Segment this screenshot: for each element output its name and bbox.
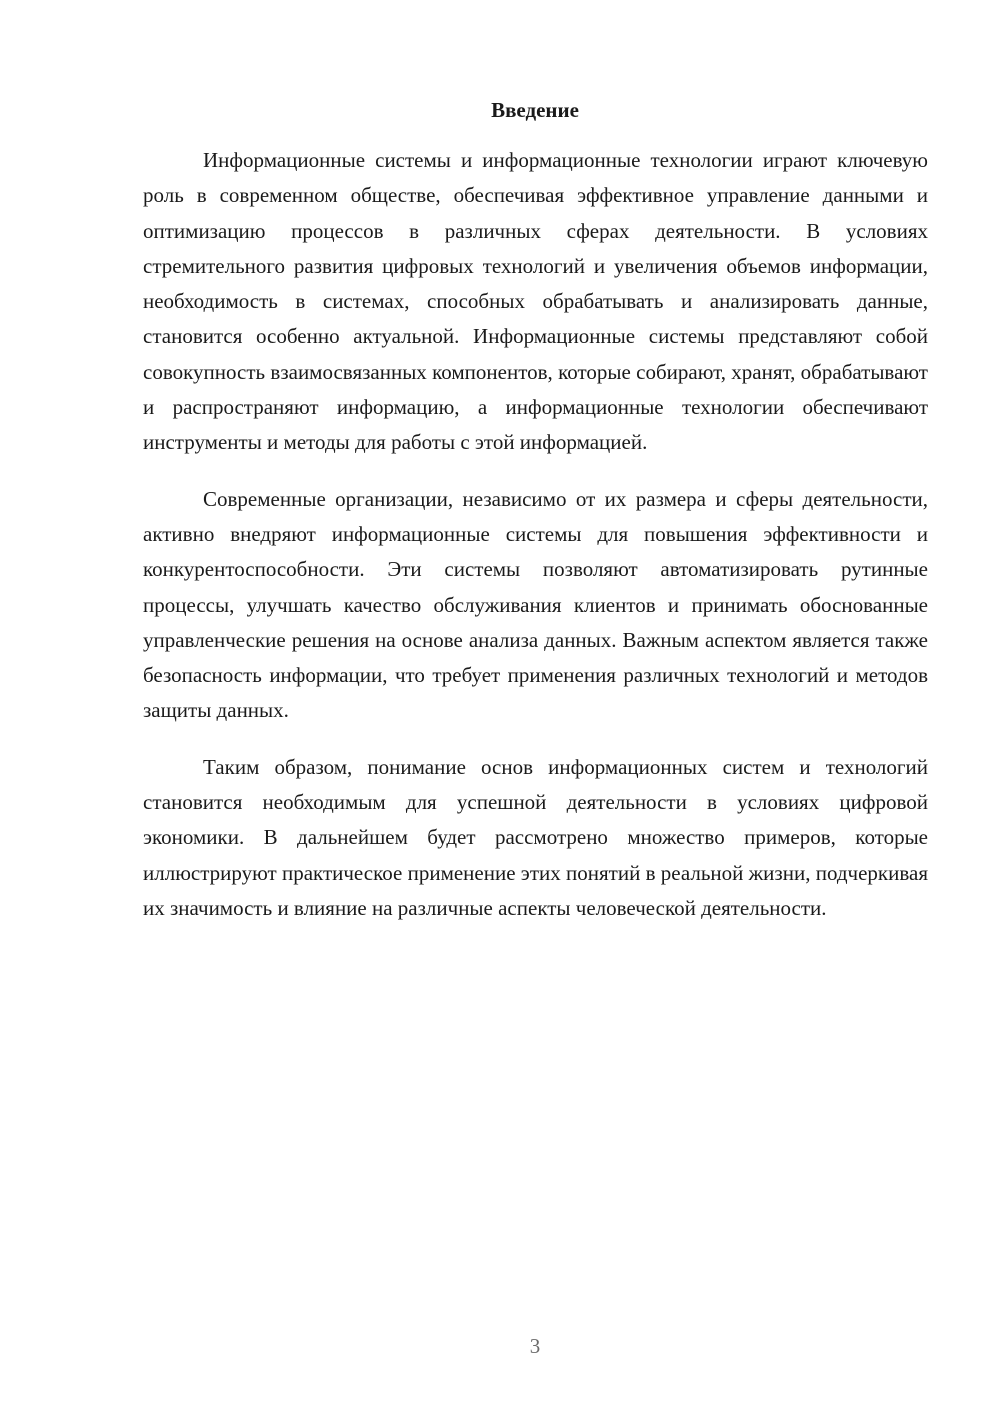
- body-text: [143, 143, 928, 947]
- paragraph-3: Таким образом, понимание основ информационных систем и технологий становится необходимым для успешной деятельности в условиях цифровой экономики. В дальнейшем будет рассмотрено множество примеров, которые иллюстрируют практическое применение этих понятий в реальной жизни, подчеркивая их значимость и влияние на различные аспекты человеческой деятельности.: [143, 754, 928, 920]
- paragraph-1: Информационные системы и информационные технологии играют ключевую роль в современном обществе, обеспечивая эффективное управление данными и оптимизацию процессов в различных сферах деятельности. В условиях стремительного развития цифровых технологий и увеличения объемов информации, необходимость в системах, способных обрабатывать и анализировать данные, становится особенно актуальной. Информационные системы представляют собой совокупность взаимосвязанных компонентов, которые собирают, хранят, обрабатывают и распространяют информацию, а информационные технологии обеспечивают инструменты и методы для работы с этой информацией.: [143, 148, 928, 455]
- paragraph-2: Современные организации, независимо от их размера и сферы деятельности, активно внедряют информационные системы для повышения эффективности и конкурентоспособности. Эти системы позволяют автоматизировать рутинные процессы, улучшать качество обслуживания клиентов и принимать обоснованные управленческие решения на основе анализа данных. Важным аспектом является также безопасность информации, что требует применения различных технологий и методов защиты данных.: [143, 486, 928, 723]
- section-heading: Введение: [491, 98, 579, 122]
- page-number: 3: [529, 1334, 541, 1358]
